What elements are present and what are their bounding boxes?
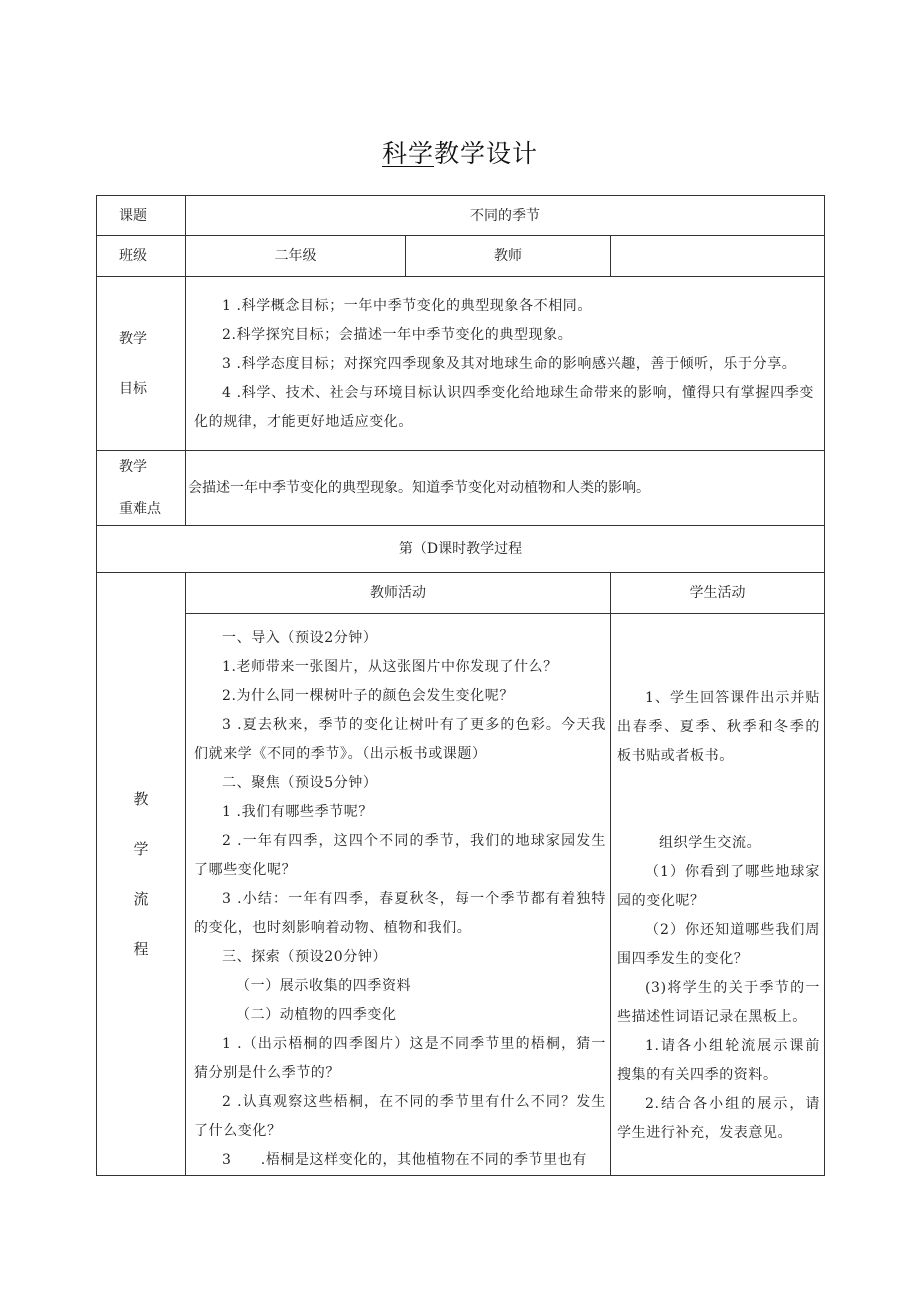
topic-value: 不同的季节 <box>186 196 825 236</box>
teacher-step: 1.老师带来一张图片，从这张图片中你发现了什么？ <box>222 659 558 675</box>
difficulty-label-line1: 教学 <box>119 459 147 475</box>
teacher-step: 三、探索（预设20分钟） <box>222 949 388 965</box>
student-step: (3)将学生的关于季节的一些描述性词语记录在黑板上。 <box>617 980 821 1025</box>
title-rest-part: 教学设计 <box>434 139 539 168</box>
goals-label-line2: 目标 <box>119 380 147 397</box>
topic-row <box>97 196 825 236</box>
goals-content <box>186 277 825 451</box>
page-title <box>0 134 920 170</box>
goal-item: 3 .科学态度目标；对探究四季现象及其对地球生命的影响感兴趣，善于倾听，乐于分享。 <box>222 356 797 372</box>
flow-label-char: 教 <box>133 790 149 808</box>
teacher-step: 3 .梧桐是这样变化的，其他植物在不同的季节里也有 <box>222 1152 587 1168</box>
difficulty-label-line2: 重难点 <box>119 501 161 517</box>
teacher-step: 一、导入（预设2分钟） <box>222 630 378 646</box>
teacher-step: 二、聚焦（预设5分钟） <box>222 775 378 791</box>
teacher-step: 1 .我们有哪些季节呢？ <box>222 804 374 820</box>
goals-row <box>97 277 825 451</box>
teacher-value <box>611 236 825 277</box>
class-row <box>97 236 825 277</box>
flow-label-char: 流 <box>133 890 149 908</box>
student-step: 1.请各小组轮流展示课前搜集的有关四季的资料。 <box>617 1038 821 1083</box>
lesson-plan-table <box>96 195 825 1176</box>
teacher-step: 1 .（出示梧桐的四季图片）这是不同季节里的梧桐，猜一猜分别是什么季节的？ <box>194 1036 606 1081</box>
teacher-step: 2 .认真观察这些梧桐，在不同的季节里有什么不同？发生了什么变化？ <box>194 1094 606 1139</box>
title-underlined-part: 科学 <box>381 139 434 168</box>
topic-label: 课题 <box>97 196 186 236</box>
student-activity-content <box>611 614 825 1176</box>
process-heading: 第（D课时教学过程 <box>97 526 825 573</box>
goals-label-line1: 教学 <box>119 330 147 347</box>
teacher-step: 3 .夏去秋来，季节的变化让树叶有了更多的色彩。今天我们就来学《不同的季节》。（出示板书或课题） <box>194 717 606 762</box>
activity-content-row <box>97 614 825 1176</box>
student-step: 组织学生交流。 <box>659 835 762 851</box>
class-value: 二年级 <box>186 236 406 277</box>
goal-item: 4 .科学、技术、社会与环境目标认识四季变化给地球生命带来的影响，懂得只有掌握四季变化的规律，才能更好地适应变化。 <box>194 385 815 430</box>
student-step: （1）你看到了哪些地球家园的变化呢？ <box>617 864 821 909</box>
teacher-step: 2.为什么同一棵树叶子的颜色会发生变化呢？ <box>222 688 514 704</box>
goal-item: 2.科学探究目标；会描述一年中季节变化的典型现象。 <box>222 327 573 343</box>
teacher-step: （二）动植物的四季变化 <box>236 1007 397 1023</box>
goals-label <box>97 277 186 451</box>
difficulty-label <box>97 451 186 526</box>
teacher-label: 教师 <box>406 236 611 277</box>
teacher-step: 3 .小结：一年有四季，春夏秋冬，每一个季节都有着独特的变化，也时刻影响着动物、植物和我们。 <box>194 891 606 936</box>
difficulty-value: 会描述一年中季节变化的典型现象。知道季节变化对动植物和人类的影响。 <box>186 451 825 526</box>
activity-header-row <box>97 573 825 614</box>
student-activity-header: 学生活动 <box>611 573 825 614</box>
flow-label <box>97 573 186 1176</box>
teacher-activity-header: 教师活动 <box>186 573 611 614</box>
student-step: （2）你还知道哪些我们周围四季发生的变化？ <box>617 922 821 967</box>
process-heading-row <box>97 526 825 573</box>
goal-item: 1 .科学概念目标；一年中季节变化的典型现象各不相同。 <box>222 298 593 314</box>
teacher-step: （一）展示收集的四季资料 <box>236 978 412 994</box>
flow-label-char: 程 <box>133 940 149 958</box>
class-label: 班级 <box>97 236 186 277</box>
student-step: 2.结合各小组的展示，请学生进行补充，发表意见。 <box>617 1096 821 1141</box>
student-step: 1、学生回答课件出示并贴出春季、夏季、秋季和冬季的板书贴或者板书。 <box>617 690 821 764</box>
teacher-activity-content <box>186 614 611 1176</box>
flow-label-char: 学 <box>133 840 149 858</box>
difficulty-row <box>97 451 825 526</box>
teacher-step: 2 .一年有四季，这四个不同的季节，我们的地球家园发生了哪些变化呢？ <box>194 833 606 878</box>
